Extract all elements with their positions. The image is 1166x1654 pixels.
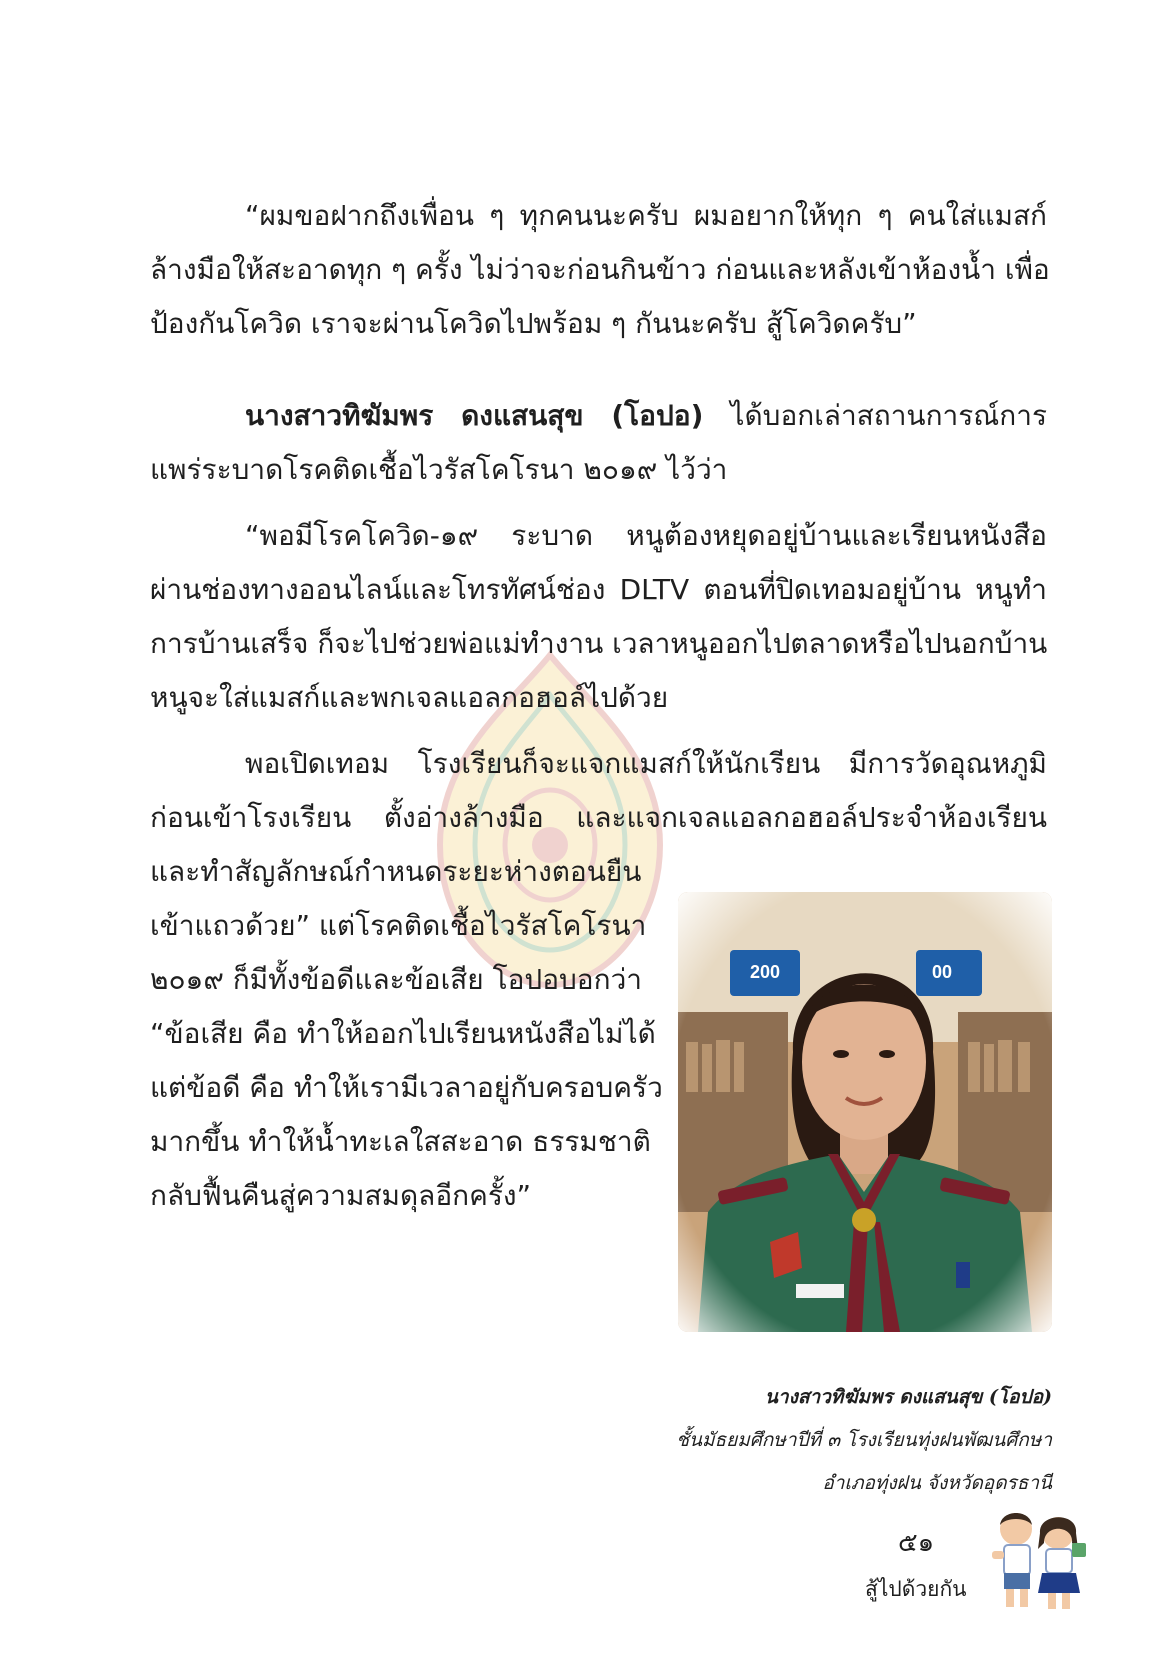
paragraph-4-line-7: แต่ข้อดี คือ ทำให้เรามีเวลาอยู่กับครอบครัว xyxy=(150,1071,663,1104)
paragraph-4-line-3: และทำสัญลักษณ์กำหนดระยะห่างตอนยืน xyxy=(150,855,642,888)
paragraph-4-line-9: กลับฟื้นคืนสู่ความสมดุลอีกครั้ง” xyxy=(150,1179,532,1212)
photo-caption-district: อำเภอทุ่งฝน จังหวัดอุดรธานี xyxy=(822,1472,1052,1494)
photo-caption-name: นางสาวทิฆัมพร ดงแสนสุข (โอปอ) xyxy=(764,1386,1052,1408)
quote-paragraph-2-line-1: “พอมีโรคโควิด-๑๙ ระบาด หนูต้องหยุดอยู่บ้านและเรียนหนังสือ xyxy=(245,519,1047,552)
footer-tagline: สู้ไปด้วยกัน xyxy=(865,1577,967,1601)
paragraph-4-line-6: “ข้อเสีย คือ ทำให้ออกไปเรียนหนังสือไม่ได้ xyxy=(150,1017,656,1050)
quote-paragraph-2-line-4: หนูจะใส่แมสก์และพกเจลแอลกอฮอล์ไปด้วย xyxy=(150,681,669,714)
paragraph-4-line-4: เข้าแถวด้วย” แต่โรคติดเชื้อไวรัสโคโรนา xyxy=(150,909,647,942)
page-number: ๕๑ xyxy=(898,1528,935,1558)
intro-text: ได้บอกเล่าสถานการณ์การ xyxy=(703,399,1047,432)
photo-caption-school: ชั้นมัธยมศึกษาปีที่ ๓ โรงเรียนทุ่งฝนพัฒนศึกษา xyxy=(676,1429,1052,1451)
quote-paragraph-2-line-3: การบ้านเสร็จ ก็จะไปช่วยพ่อแม่ทำงาน เวลาหนูออกไปตลาดหรือไปนอกบ้าน xyxy=(150,627,1048,660)
quote-paragraph-1-line-2: ล้างมือให้สะอาดทุก ๆ ครั้ง ไม่ว่าจะก่อนกินข้าว ก่อนและหลังเข้าห้องน้ำ เพื่อ xyxy=(150,253,1050,286)
quote-paragraph-1-line-3: ป้องกันโควิด เราจะผ่านโควิดไปพร้อม ๆ กันนะครับ สู้โควิดครับ” xyxy=(150,307,917,340)
students-mascot-icon xyxy=(982,1503,1092,1615)
quote-paragraph-1-line-1: “ผมขอฝากถึงเพื่อน ๆ ทุกคนนะครับ ผมอยากให้ทุก ๆ คนใส่แมสก์ xyxy=(245,199,1047,232)
paragraph-4-line-5: ๒๐๑๙ ก็มีทั้งข้อดีและข้อเสีย โอปอบอกว่า xyxy=(150,963,643,996)
paragraph-4-line-8: มากขึ้น ทำให้น้ำทะเลใสสะอาด ธรรมชาติ xyxy=(150,1125,651,1158)
intro-paragraph-line-1 xyxy=(150,396,1047,436)
speaker-name: นางสาวทิฆัมพร ดงแสนสุข (โอปอ) xyxy=(245,399,704,432)
student-portrait-photo xyxy=(678,892,1052,1332)
intro-paragraph-line-2: แพร่ระบาดโรคติดเชื้อไวรัสโคโรนา ๒๐๑๙ ไว้ว่า xyxy=(150,453,728,486)
quote-paragraph-2-line-2: ผ่านช่องทางออนไลน์และโทรทัศน์ช่อง DLTV ตอนที่ปิดเทอมอยู่บ้าน หนูทำ xyxy=(150,573,1047,606)
paragraph-4-line-2: ก่อนเข้าโรงเรียน ตั้งอ่างล้างมือ และแจกเจลแอลกอฮอล์ประจำห้องเรียน xyxy=(150,801,1047,834)
paragraph-4-line-1: พอเปิดเทอม โรงเรียนก็จะแจกแมสก์ให้นักเรียน มีการวัดอุณหภูมิ xyxy=(245,747,1047,780)
